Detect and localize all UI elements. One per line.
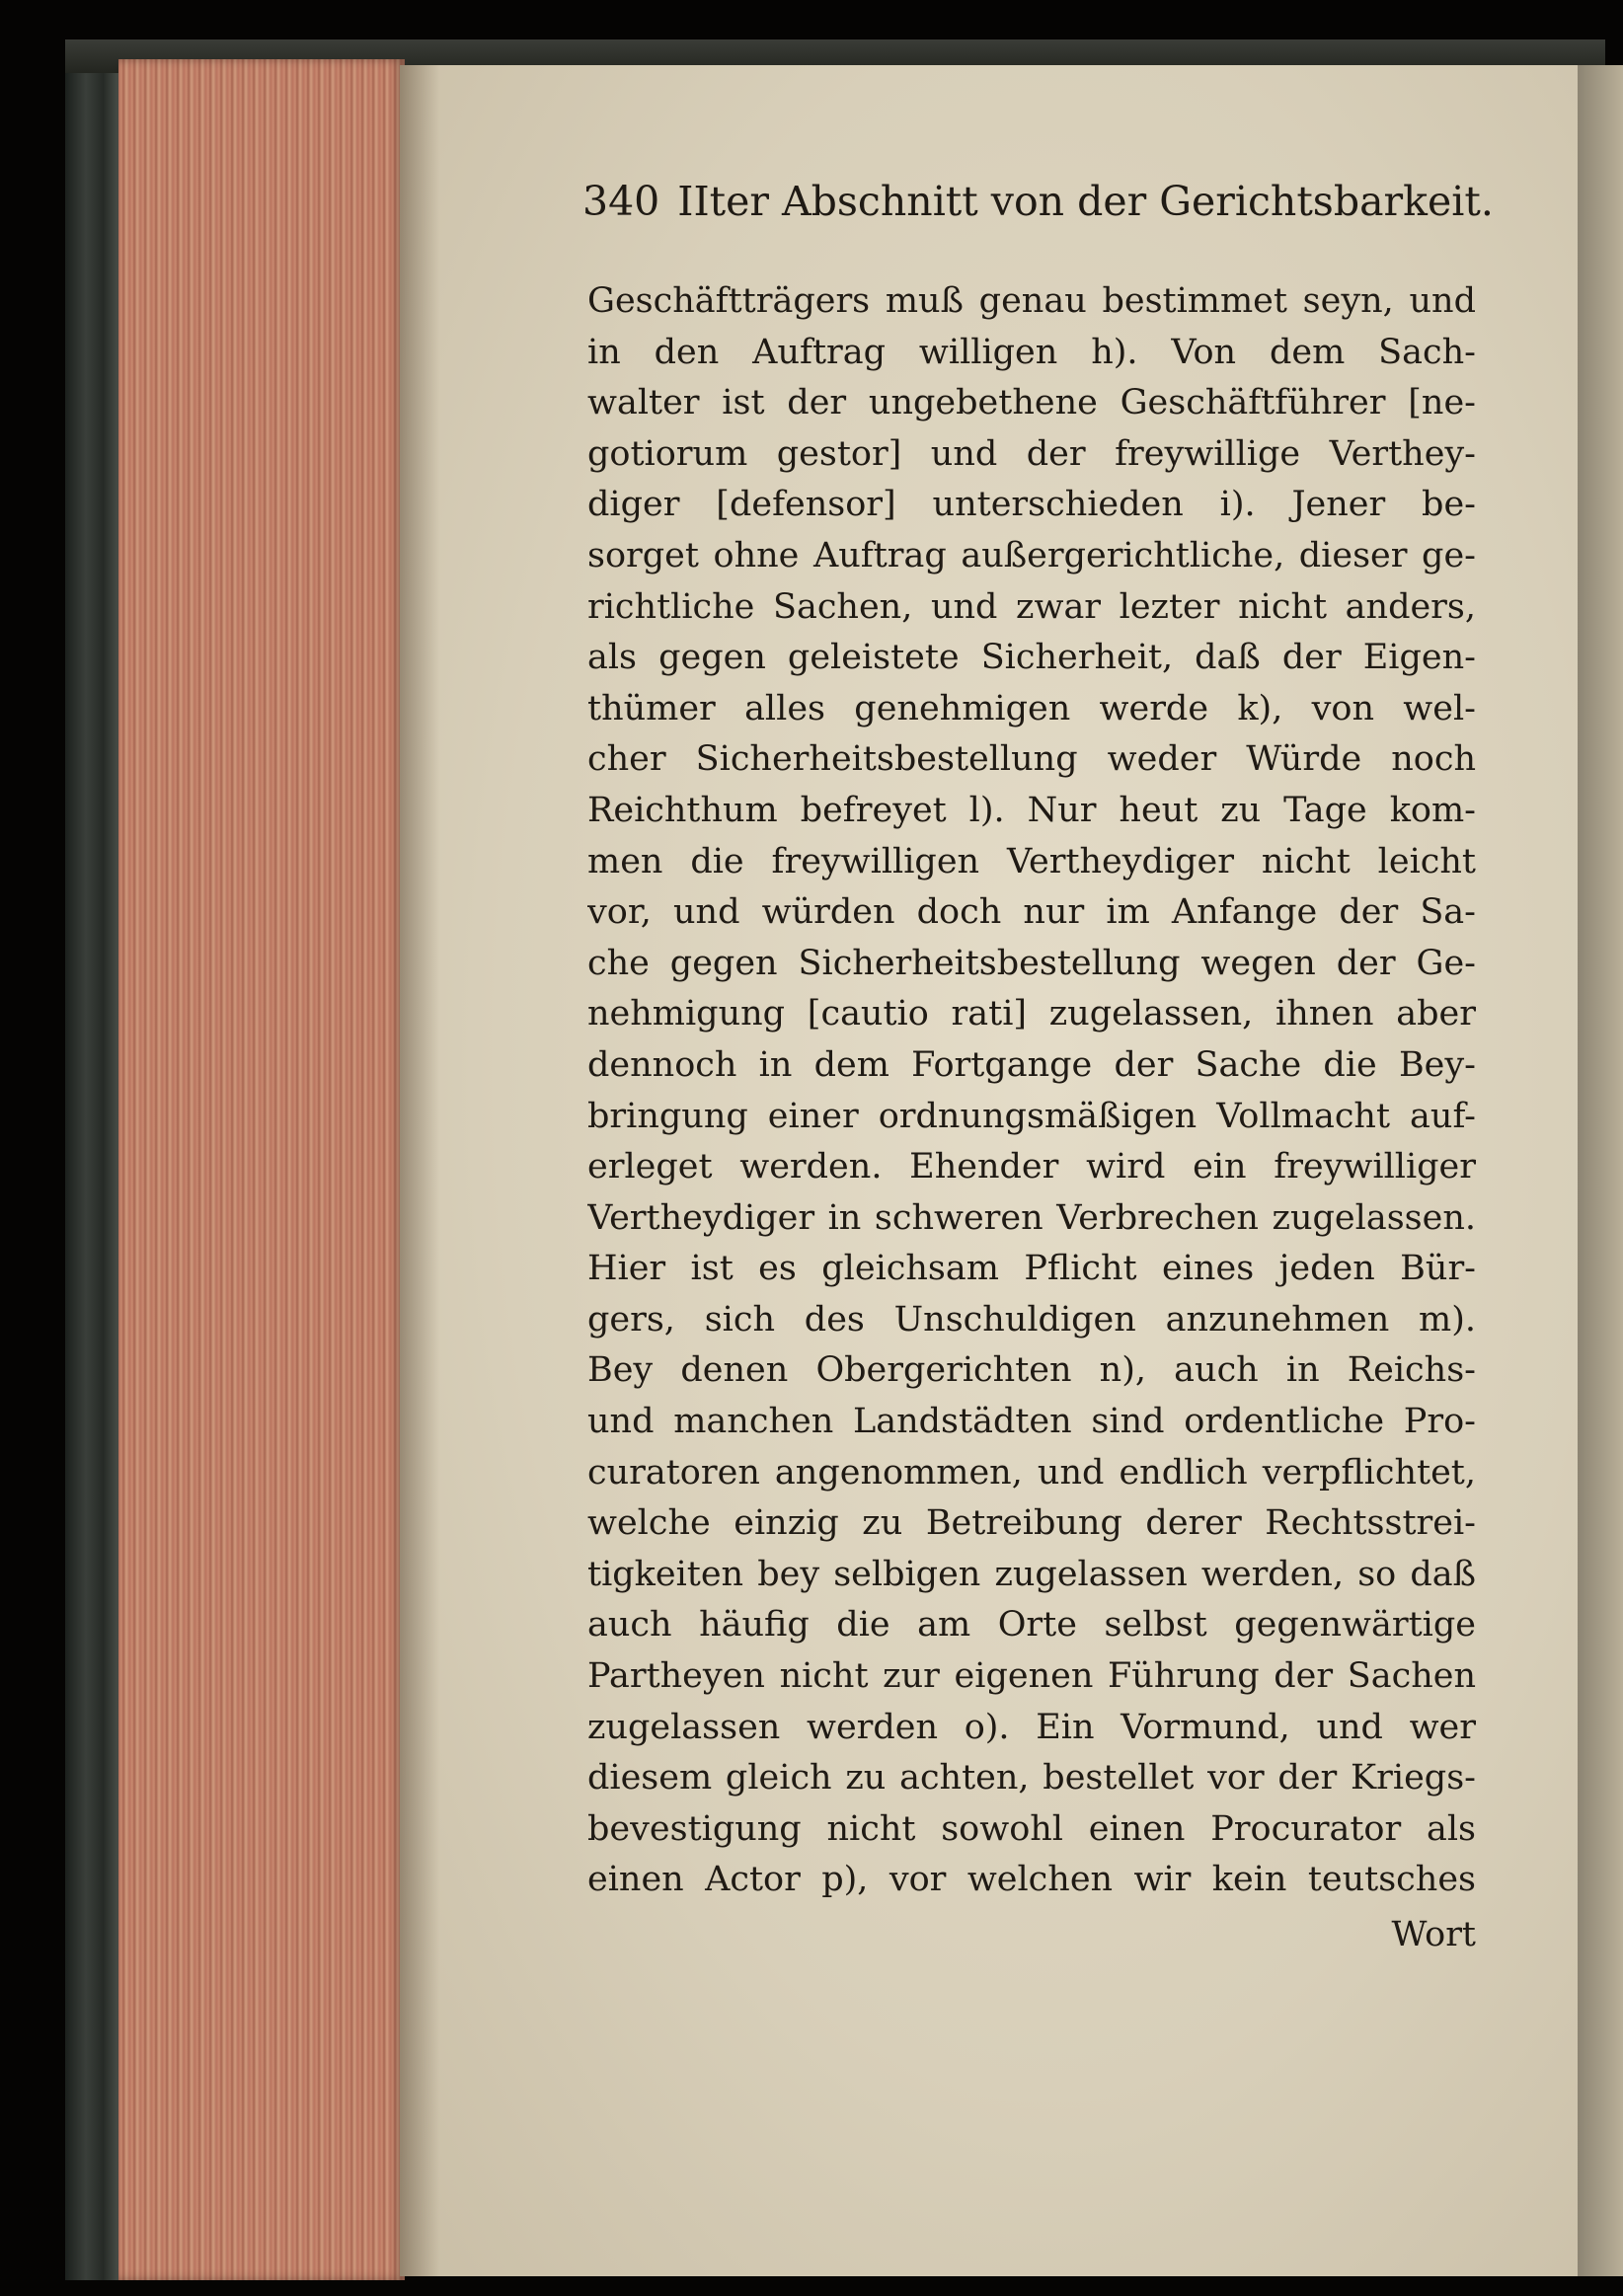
text-line: gotiorum gestor] und der freywillige Verthey- [587, 433, 1476, 474]
text-line: Vertheydiger in schweren Verbrechen zugelassen. [587, 1197, 1476, 1238]
text-line: zugelassen werden o). Ein Vormund, und wer [587, 1707, 1476, 1747]
text-line: vor, und würden doch nur im Anfange der Sa- [587, 892, 1476, 933]
text-line: einen Actor p), vor welchen wir kein teutsches [587, 1860, 1476, 1900]
text-line: diger [defensor] unterschieden i). Jener be- [587, 485, 1476, 525]
text-line: auch häufig die am Orte selbst gegenwärtige [587, 1605, 1476, 1645]
text-line: welche einzig zu Betreibung derer Rechtsstrei- [587, 1503, 1476, 1544]
catchword: Wort [1391, 1915, 1476, 1954]
text-line: thümer alles genehmigen werde k), von wel- [587, 688, 1476, 728]
text-line: men die freywilligen Vertheydiger nicht leicht [587, 841, 1476, 881]
text-line: diesem gleich zu achten, bestellet vor der Kriegs- [587, 1758, 1476, 1799]
text-line: nehmigung [cautio rati] zugelassen, ihnen aber [587, 994, 1476, 1034]
text-line: Partheyen nicht zur eigenen Führung der Sachen [587, 1656, 1476, 1697]
text-line: Reichthum befreyet l). Nur heut zu Tage kom- [587, 790, 1476, 830]
text-line: bevestigung nicht sowohl einen Procurator als [587, 1808, 1476, 1849]
text-line: und manchen Landstädten sind ordentliche Pro- [587, 1402, 1476, 1442]
text-line: Geschäftträgers muß genau bestimmet seyn, und [587, 281, 1476, 321]
page-edges [118, 59, 405, 2280]
running-title: IIter Abschnitt von der Gerichtsbarkeit. [677, 178, 1494, 225]
text-line: tigkeiten bey selbigen zugelassen werden, so daß [587, 1554, 1476, 1594]
text-line: in den Auftrag willigen h). Von dem Sach- [587, 332, 1476, 372]
text-line: bringung einer ordnungsmäßigen Vollmacht auf- [587, 1096, 1476, 1136]
facing-page-edge [1578, 65, 1623, 2276]
text-line: curatoren angenommen, und endlich verpflichtet, [587, 1452, 1476, 1492]
page-number: 340 [582, 178, 660, 225]
text-line: richtliche Sachen, und zwar lezter nicht anders, [587, 586, 1476, 627]
text-line: Bey denen Obergerichten n), auch in Reichs- [587, 1350, 1476, 1391]
text-line: cher Sicherheitsbestellung weder Würde noch [587, 739, 1476, 780]
text-line: erleget werden. Ehender wird ein freywilliger [587, 1147, 1476, 1187]
text-line: walter ist der ungebethene Geschäftführer [ne- [587, 383, 1476, 423]
text-line: gers, sich des Unschuldigen anzunehmen m). [587, 1299, 1476, 1339]
text-line: dennoch in dem Fortgange der Sache die Bey- [587, 1044, 1476, 1085]
text-line: Hier ist es gleichsam Pflicht eines jeden Bür- [587, 1249, 1476, 1289]
gutter-shadow [400, 65, 439, 2276]
body-text [587, 276, 1476, 1906]
text-line: che gegen Sicherheitsbestellung wegen der Ge- [587, 943, 1476, 983]
text-line: als gegen geleistete Sicherheit, daß der Eigen- [587, 638, 1476, 678]
running-header [582, 178, 1494, 237]
text-line: sorget ohne Auftrag außergerichtliche, dieser ge- [587, 535, 1476, 575]
